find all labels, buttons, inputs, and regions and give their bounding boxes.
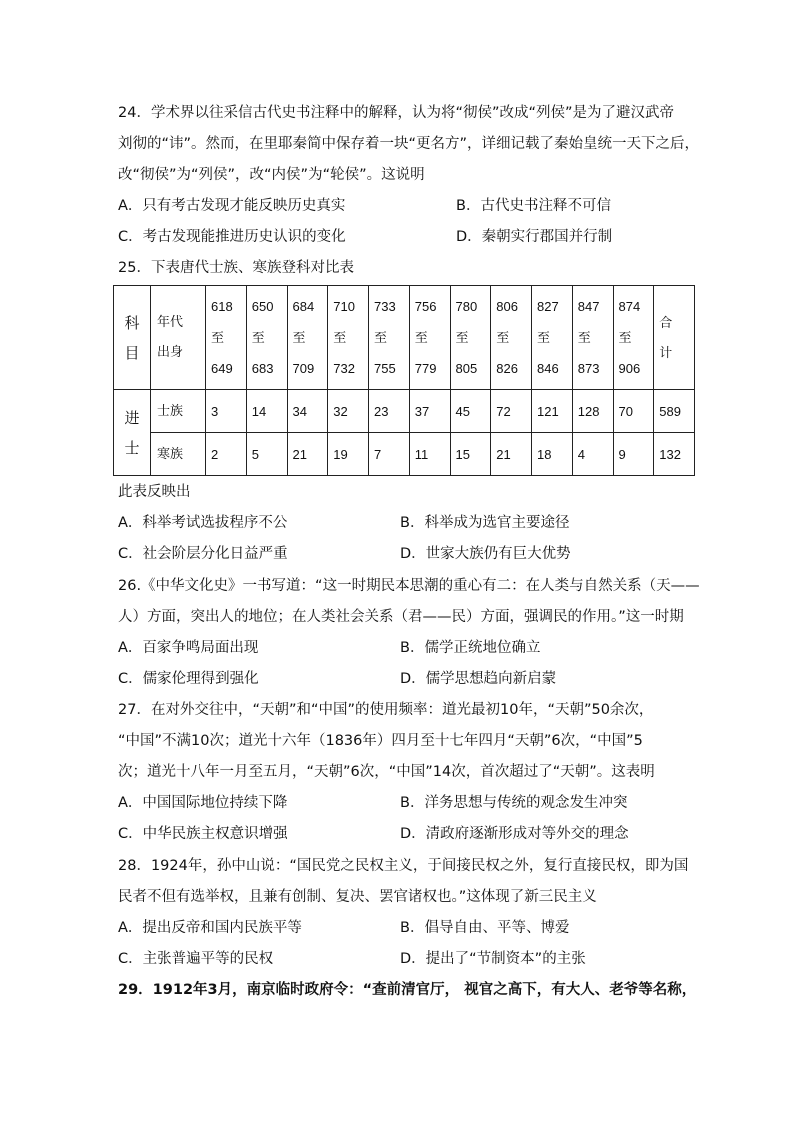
period-7-end: 805 [455,361,478,376]
period-10-to: 至 [577,330,591,345]
header-origin-1: 年代 [157,314,184,330]
period-2 [246,286,287,390]
q24-stem-line-3: 改“彻侯”为“列侯”，改“内侯”为“轮侯”。这说明 [118,167,425,183]
cell: 23 [369,390,410,433]
header-total [654,286,695,390]
period-10-start: 847 [577,299,600,314]
q25-after-table: 此表反映出 [118,484,191,500]
period-6-to: 至 [414,330,428,345]
q25-option-c[interactable]: C．社会阶层分化日益严重 [118,546,288,562]
period-9 [532,286,573,390]
cell: 11 [409,433,450,476]
period-8-to: 至 [496,330,510,345]
period-8-start: 806 [496,299,518,314]
period-6-end: 779 [414,361,437,376]
header-subject-2: 目 [124,343,140,362]
q27-option-b[interactable]: B．洋务思想与传统的观念发生冲突 [400,795,628,811]
period-5-to: 至 [374,330,388,345]
header-total-1: 合 [659,314,673,330]
period-2-end: 683 [251,361,274,376]
header-origin [151,286,206,390]
period-4 [328,286,369,390]
cell-total: 589 [654,390,695,433]
row-label-shizu: 士族 [151,390,206,433]
header-total-2: 计 [659,344,673,360]
q26-option-b[interactable]: B．儒学正统地位确立 [400,640,541,656]
q29-stem-line-1: 29．1912年3月，南京临时政府令：“查前清官厅， 视官之高下，有大人、老爷等名称， [118,982,697,998]
period-8-end: 826 [496,361,518,376]
period-1 [206,286,247,390]
table-row [114,390,695,433]
q25-option-b[interactable]: B．科举成为选官主要途径 [400,515,570,531]
cell: 3 [206,390,247,433]
q25-table [113,285,695,476]
cell: 45 [450,390,491,433]
period-7-to: 至 [455,330,469,345]
header-subject [114,286,151,390]
cell: 121 [532,390,573,433]
cell: 37 [409,390,450,433]
q28-stem-line-2: 民者不但有选举权，且兼有创制、复决、罢官诸权也。”这体现了新三民主义 [118,889,597,905]
cell-total: 132 [654,433,695,476]
q28-option-b[interactable]: B．倡导自由、平等、博爱 [400,920,570,936]
period-1-end: 649 [211,361,233,376]
period-10-end: 873 [577,361,600,376]
header-origin-2: 出身 [157,344,184,360]
cell: 2 [206,433,247,476]
q27-option-a[interactable]: A．中国国际地位持续下降 [118,795,288,811]
q28-stem-line-1: 28．1924年，孙中山说：“国民党之民权主义，于间接民权之外，复行直接民权，即为国 [118,858,689,874]
period-9-start: 827 [537,299,559,314]
q27-stem-line-2: “中国”不满10次；道光十六年（1836年）四月至十七年四月“天朝”6次，“中国”5 [118,733,643,749]
q26-option-d[interactable]: D．儒学思想趋向新启蒙 [400,671,557,687]
cell: 70 [613,390,654,433]
cell: 9 [613,433,654,476]
period-11 [613,286,654,390]
period-11-to: 至 [618,330,632,345]
header-subject-1: 科 [124,313,140,332]
period-8 [491,286,532,390]
period-3 [287,286,328,390]
q28-option-d[interactable]: D．提出了“节制资本”的主张 [400,951,586,967]
period-4-end: 732 [333,361,355,376]
period-4-to: 至 [333,330,347,345]
cell: 19 [328,433,369,476]
q26-option-c[interactable]: C．儒家伦理得到强化 [118,671,259,687]
period-6-start: 756 [414,299,437,314]
q25-stem: 25．下表唐代士族、寒族登科对比表 [118,260,354,276]
period-2-to: 至 [251,330,265,345]
q24-option-a[interactable]: A．只有考古发现才能反映历史真实 [118,198,346,214]
q26-stem-line-1: 26.《中华文化史》一书写道：“这一时期民本思潮的重心有二：在人类与自然关系（天—— [118,578,700,594]
cell: 21 [491,433,532,476]
period-7-start: 780 [455,299,478,314]
period-3-start: 684 [292,299,315,314]
period-3-end: 709 [292,361,315,376]
q28-option-c[interactable]: C．主张普遍平等的民权 [118,951,274,967]
period-9-to: 至 [537,330,551,345]
period-5-end: 755 [374,361,396,376]
period-5-start: 733 [374,299,396,314]
q24-stem-line-2: 刘彻的“讳”。然而，在里耶秦简中保存着一块“更名方”，详细记载了秦始皇统一天下之后， [118,136,700,152]
cell: 14 [246,390,287,433]
period-4-start: 710 [333,299,355,314]
q24-stem-line-1: 24．学术界以往采信古代史书注释中的解释，认为将“彻侯”改成“列侯”是为了避汉武帝 [118,105,674,121]
cell: 128 [572,390,613,433]
q27-stem-line-1: 27．在对外交往中，“天朝”和“中国”的使用频率：道光最初10年，“天朝”50余次， [118,702,654,718]
q27-option-d[interactable]: D．清政府逐渐形成对等外交的理念 [400,826,629,842]
cell: 4 [572,433,613,476]
period-10 [572,286,613,390]
period-6 [409,286,450,390]
period-11-start: 874 [618,299,641,314]
period-9-end: 846 [537,361,559,376]
period-1-start: 618 [211,299,233,314]
cell: 5 [246,433,287,476]
cell: 32 [328,390,369,433]
q24-option-c[interactable]: C．考古发现能推进历史认识的变化 [118,229,346,245]
row-label-hanzu: 寒族 [151,433,206,476]
period-2-start: 650 [251,299,274,314]
cell: 7 [369,433,410,476]
q24-option-b[interactable]: B．古代史书注释不可信 [456,198,611,214]
cell: 21 [287,433,328,476]
q27-option-c[interactable]: C．中华民族主权意识增强 [118,826,288,842]
q25-option-a[interactable]: A．科举考试选拔程序不公 [118,515,288,531]
q26-stem-line-2: 人）方面，突出人的地位；在人类社会关系（君——民）方面，强调民的作用。”这一时期 [118,609,684,625]
period-1-to: 至 [211,330,225,345]
q27-stem-line-3: 次；道光十八年一月至五月，“天朝”6次，“中国”14次，首次超过了“天朝”。这表明 [118,764,655,780]
cell: 34 [287,390,328,433]
row-subject-1: 进 [124,408,140,427]
table-row [114,433,695,476]
row-subject-jinshi [114,390,151,476]
period-7 [450,286,491,390]
row-subject-2: 士 [124,438,140,457]
cell: 15 [450,433,491,476]
cell: 72 [491,390,532,433]
q25-option-d[interactable]: D．世家大族仍有巨大优势 [400,546,571,562]
q26-option-a[interactable]: A．百家争鸣局面出现 [118,640,259,656]
period-3-to: 至 [292,330,306,345]
q24-option-d[interactable]: D．秦朝实行郡国并行制 [456,229,613,245]
period-11-end: 906 [618,361,641,376]
cell: 18 [532,433,573,476]
q28-option-a[interactable]: A．提出反帝和国内民族平等 [118,920,302,936]
period-5 [369,286,410,390]
